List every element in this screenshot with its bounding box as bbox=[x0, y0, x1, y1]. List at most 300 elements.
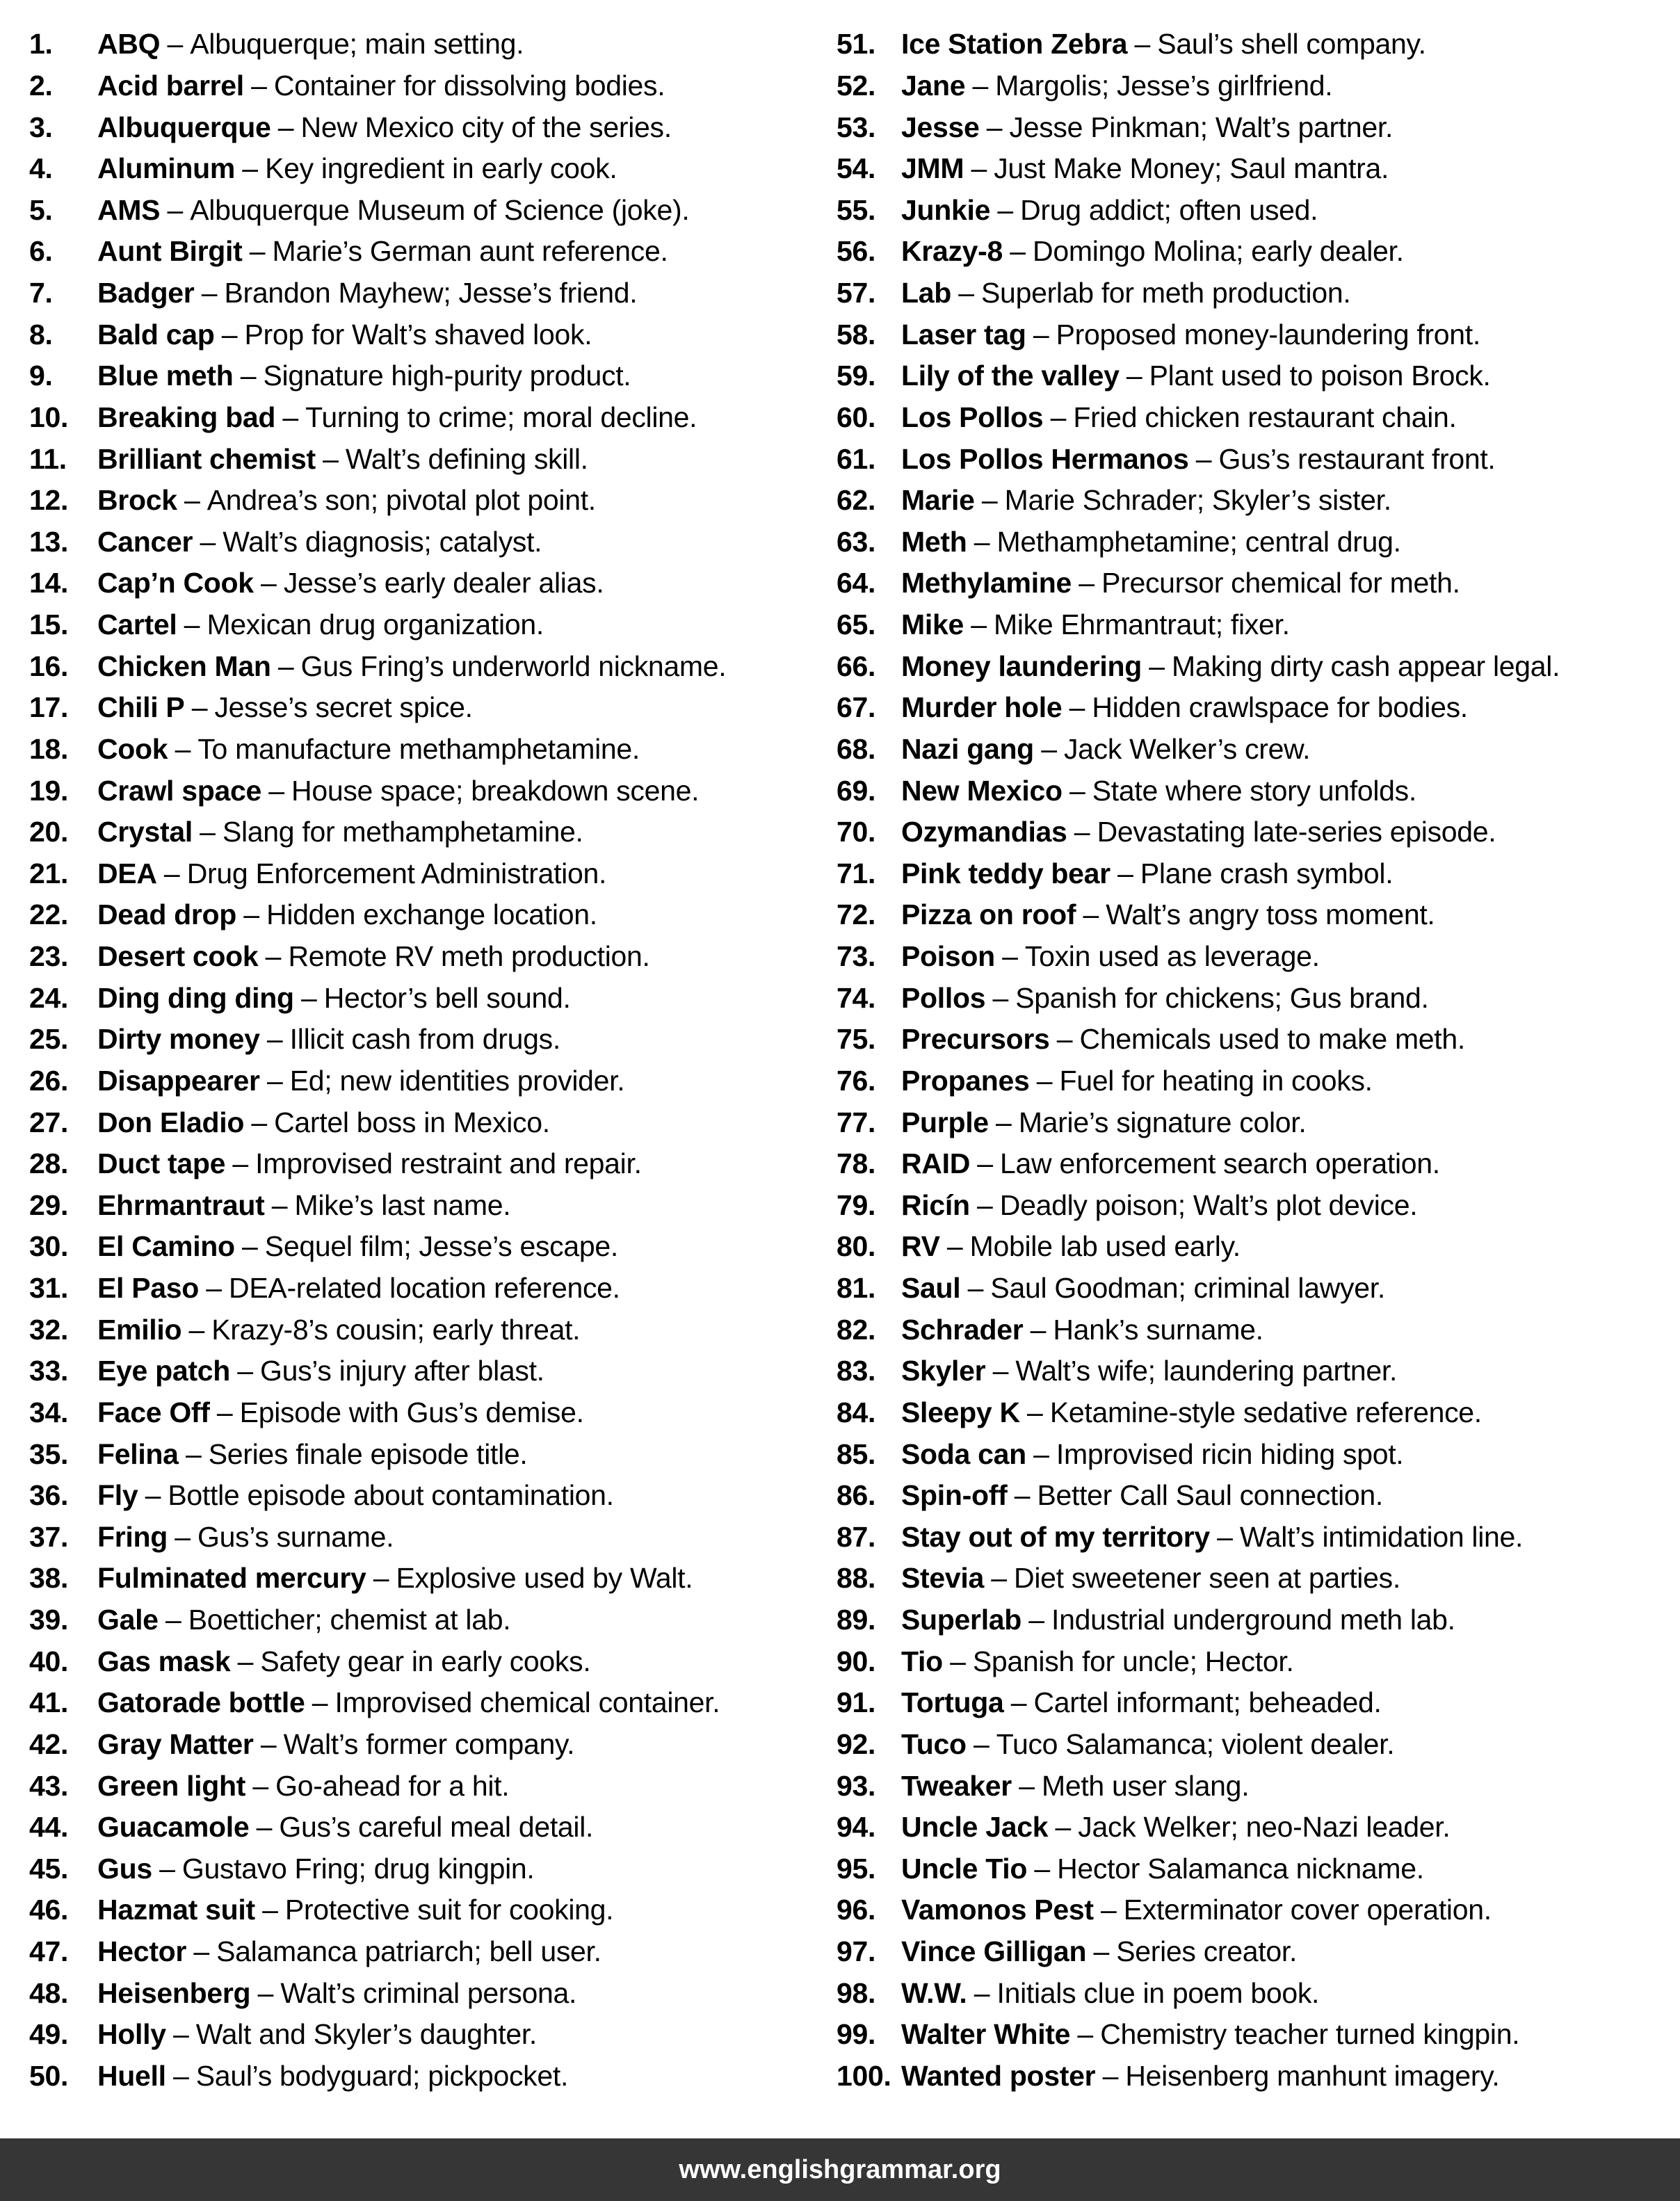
glossary-entry bbox=[29, 438, 829, 480]
entry-definition: Sequel film; Jesse’s escape. bbox=[264, 1230, 618, 1263]
entry-term: Badger bbox=[97, 277, 195, 309]
entry-term: Crystal bbox=[97, 816, 193, 848]
entry-term: Gas mask bbox=[97, 1645, 231, 1677]
entry-definition: Proposed money-laundering front. bbox=[1056, 318, 1480, 350]
entry-term: Albuquerque bbox=[97, 111, 271, 143]
glossary-entry bbox=[837, 1433, 1671, 1475]
entry-number: 27. bbox=[29, 1106, 69, 1138]
entry-number: 72. bbox=[837, 898, 876, 931]
entry-term: W.W. bbox=[901, 1976, 967, 2009]
entry-definition: Mike’s last name. bbox=[294, 1188, 511, 1221]
glossary-entry bbox=[837, 190, 1671, 232]
entry-separator: – bbox=[191, 691, 208, 724]
entry-definition: Safety gear in early cooks. bbox=[260, 1645, 591, 1677]
entry-number: 4. bbox=[29, 152, 53, 185]
entry-separator: – bbox=[971, 608, 987, 641]
entry-definition: To manufacture methamphetamine. bbox=[197, 732, 640, 765]
entry-term: Ehrmantraut bbox=[97, 1188, 265, 1221]
entry-separator: – bbox=[188, 1313, 204, 1346]
glossary-entry bbox=[29, 314, 829, 355]
entry-term: Hazmat suit bbox=[97, 1894, 255, 1926]
entry-number: 53. bbox=[837, 111, 876, 143]
entry-number: 30. bbox=[29, 1230, 69, 1263]
entry-definition: Gus Fring’s underworld nickname. bbox=[300, 650, 727, 682]
entry-definition: Series finale episode title. bbox=[208, 1437, 528, 1470]
entry-number: 1. bbox=[29, 28, 53, 61]
entry-separator: – bbox=[973, 1727, 990, 1760]
entry-definition: Saul Goodman; criminal lawyer. bbox=[990, 1272, 1385, 1305]
entry-separator: – bbox=[1083, 898, 1099, 931]
entry-separator: – bbox=[1069, 774, 1085, 807]
entry-definition: Law enforcement search operation. bbox=[1000, 1147, 1440, 1180]
entry-separator: – bbox=[1195, 442, 1212, 475]
entry-definition: Devastating late-series episode. bbox=[1097, 816, 1496, 848]
entry-definition: Making dirty cash appear legal. bbox=[1172, 650, 1560, 682]
entry-definition: Hidden crawlspace for bodies. bbox=[1092, 691, 1468, 724]
entry-definition: Turning to crime; moral decline. bbox=[305, 401, 697, 433]
entry-term: Felina bbox=[97, 1437, 179, 1470]
entry-definition: Marie’s signature color. bbox=[1018, 1106, 1307, 1138]
entry-term: Propanes bbox=[901, 1064, 1030, 1097]
entry-term: Pollos bbox=[901, 981, 986, 1014]
entry-number: 35. bbox=[29, 1437, 69, 1470]
entry-separator: – bbox=[991, 1562, 1007, 1595]
entry-separator: – bbox=[1030, 1313, 1047, 1346]
entry-term: Precursors bbox=[901, 1023, 1050, 1056]
entry-separator: – bbox=[1019, 1769, 1035, 1802]
entry-number: 36. bbox=[29, 1479, 69, 1512]
entry-definition: Cartel informant; beheaded. bbox=[1033, 1686, 1382, 1719]
entry-number: 91. bbox=[837, 1686, 876, 1719]
glossary-entry bbox=[29, 1061, 829, 1102]
entry-term: Saul bbox=[901, 1272, 961, 1305]
entry-number: 86. bbox=[837, 1479, 876, 1512]
entry-term: Gus bbox=[97, 1852, 152, 1885]
glossary-entry bbox=[837, 1517, 1671, 1558]
entry-term: Krazy-8 bbox=[901, 235, 1003, 268]
glossary-entry bbox=[29, 1807, 829, 1848]
glossary-entry bbox=[29, 563, 829, 604]
entry-separator: – bbox=[1093, 1935, 1109, 1968]
entry-separator: – bbox=[257, 1976, 274, 2009]
entry-term: Mike bbox=[901, 608, 964, 641]
entry-number: 29. bbox=[29, 1188, 69, 1221]
entry-number: 60. bbox=[837, 401, 876, 433]
entry-number: 62. bbox=[837, 484, 876, 517]
entry-separator: – bbox=[986, 111, 1003, 143]
entry-number: 3. bbox=[29, 111, 53, 143]
entry-term: Stay out of my territory bbox=[901, 1520, 1210, 1553]
glossary-entry bbox=[29, 1599, 829, 1641]
entry-definition: Salamanca patriarch; bell user. bbox=[216, 1935, 601, 1968]
entry-separator: – bbox=[950, 1645, 966, 1677]
glossary-entry bbox=[837, 770, 1671, 812]
entry-term: JMM bbox=[901, 152, 964, 185]
entry-definition: Cartel boss in Mexico. bbox=[274, 1106, 550, 1138]
entry-number: 43. bbox=[29, 1769, 69, 1802]
entry-number: 66. bbox=[837, 650, 876, 682]
entry-separator: – bbox=[1074, 816, 1090, 848]
entry-term: Hector bbox=[97, 1935, 187, 1968]
entry-definition: Illicit cash from drugs. bbox=[289, 1023, 560, 1056]
glossary-entry bbox=[29, 894, 829, 936]
glossary-entry bbox=[837, 1061, 1671, 1102]
glossary-entry bbox=[29, 1848, 829, 1890]
entry-number: 24. bbox=[29, 981, 69, 1014]
entry-definition: Mexican drug organization. bbox=[207, 608, 544, 641]
entry-definition: Walt’s intimidation line. bbox=[1239, 1520, 1524, 1553]
glossary-entry bbox=[837, 812, 1671, 853]
entry-term: New Mexico bbox=[901, 774, 1063, 807]
entry-definition: Exterminator cover operation. bbox=[1123, 1894, 1492, 1926]
entry-number: 90. bbox=[837, 1645, 876, 1677]
entry-term: Bald cap bbox=[97, 318, 215, 350]
entry-definition: Series creator. bbox=[1116, 1935, 1298, 1968]
entry-definition: Chemicals used to make meth. bbox=[1079, 1023, 1465, 1056]
entry-separator: – bbox=[251, 1106, 267, 1138]
entry-number: 52. bbox=[837, 69, 876, 102]
entry-term: Gale bbox=[97, 1604, 159, 1636]
entry-separator: – bbox=[184, 484, 200, 517]
glossary-entry bbox=[837, 1185, 1671, 1227]
entry-term: Poison bbox=[901, 940, 995, 973]
glossary-entry bbox=[837, 2056, 1671, 2097]
entry-separator: – bbox=[946, 1230, 963, 1263]
entry-separator: – bbox=[1102, 2059, 1119, 2092]
glossary-entry bbox=[29, 770, 829, 812]
glossary-entry bbox=[837, 1392, 1671, 1434]
entry-definition: Improvised ricin hiding spot. bbox=[1056, 1437, 1404, 1470]
glossary-entry bbox=[29, 1185, 829, 1227]
entry-definition: Remote RV meth production. bbox=[288, 940, 650, 973]
entry-definition: Walt and Skyler’s daughter. bbox=[195, 2018, 538, 2051]
glossary-entry bbox=[29, 148, 829, 190]
entry-definition: Albuquerque; main setting. bbox=[190, 28, 524, 61]
entry-term: Lab bbox=[901, 277, 951, 309]
entry-separator: – bbox=[1034, 1852, 1050, 1885]
entry-definition: Spanish for uncle; Hector. bbox=[972, 1645, 1294, 1677]
entry-number: 37. bbox=[29, 1520, 69, 1553]
entry-number: 6. bbox=[29, 235, 53, 268]
entry-definition: Better Call Saul connection. bbox=[1037, 1479, 1384, 1512]
entry-number: 64. bbox=[837, 567, 876, 599]
entry-term: Chicken Man bbox=[97, 650, 271, 682]
entry-number: 92. bbox=[837, 1727, 876, 1760]
entry-term: Stevia bbox=[901, 1562, 984, 1595]
glossary-entry bbox=[837, 1972, 1671, 2014]
entry-definition: Margolis; Jesse’s girlfriend. bbox=[995, 69, 1333, 102]
entry-term: Fring bbox=[97, 1520, 168, 1553]
entry-number: 57. bbox=[837, 277, 876, 309]
entry-term: Lily of the valley bbox=[901, 360, 1120, 392]
glossary-column-left bbox=[29, 24, 829, 2097]
entry-number: 40. bbox=[29, 1645, 69, 1677]
entry-number: 31. bbox=[29, 1272, 69, 1305]
glossary-entry bbox=[29, 1351, 829, 1392]
entry-definition: Plant used to poison Brock. bbox=[1149, 360, 1491, 392]
glossary-entry bbox=[837, 106, 1671, 148]
glossary-entry bbox=[837, 563, 1671, 604]
entry-separator: – bbox=[200, 525, 216, 558]
entry-number: 5. bbox=[29, 193, 53, 226]
entry-definition: Mike Ehrmantraut; fixer. bbox=[993, 608, 1290, 641]
glossary-entry bbox=[837, 480, 1671, 522]
entry-separator: – bbox=[260, 1727, 277, 1760]
entry-number: 83. bbox=[837, 1355, 876, 1387]
entry-number: 45. bbox=[29, 1852, 69, 1885]
entry-term: Cartel bbox=[97, 608, 177, 641]
entry-term: Chili P bbox=[97, 691, 185, 724]
entry-separator: – bbox=[1217, 1520, 1233, 1553]
entry-separator: – bbox=[1134, 28, 1151, 61]
entry-definition: Walt’s angry toss moment. bbox=[1106, 898, 1435, 931]
entry-term: Superlab bbox=[901, 1604, 1022, 1636]
entry-separator: – bbox=[1014, 1479, 1031, 1512]
entry-term: Sleepy K bbox=[901, 1396, 1020, 1428]
entry-definition: Diet sweetener seen at parties. bbox=[1014, 1562, 1400, 1595]
entry-number: 19. bbox=[29, 774, 69, 807]
glossary-entry bbox=[837, 1019, 1671, 1061]
entry-separator: – bbox=[972, 69, 989, 102]
entry-definition: Superlab for meth production. bbox=[981, 277, 1351, 309]
entry-separator: – bbox=[256, 1811, 273, 1844]
glossary-entry bbox=[29, 1558, 829, 1599]
entry-number: 9. bbox=[29, 360, 53, 392]
entry-separator: – bbox=[240, 360, 257, 392]
entry-term: Gatorade bottle bbox=[97, 1686, 305, 1719]
glossary-entry bbox=[29, 522, 829, 563]
entry-term: Holly bbox=[97, 2018, 166, 2051]
entry-separator: – bbox=[323, 442, 339, 475]
entry-definition: Krazy-8’s cousin; early threat. bbox=[211, 1313, 581, 1346]
entry-term: RAID bbox=[901, 1147, 971, 1180]
entry-term: Tortuga bbox=[901, 1686, 1004, 1719]
entry-separator: – bbox=[996, 1106, 1012, 1138]
entry-number: 18. bbox=[29, 732, 69, 765]
glossary-entry bbox=[29, 812, 829, 853]
entry-term: Tuco bbox=[901, 1727, 967, 1760]
entry-definition: Saul’s shell company. bbox=[1157, 28, 1426, 61]
entry-separator: – bbox=[1002, 940, 1018, 973]
entry-term: Skyler bbox=[901, 1355, 986, 1387]
entry-definition: Jack Welker; neo-Nazi leader. bbox=[1078, 1811, 1451, 1844]
entry-definition: Key ingredient in early cook. bbox=[265, 152, 617, 185]
entry-term: Gray Matter bbox=[97, 1727, 254, 1760]
glossary-entry bbox=[29, 231, 829, 273]
entry-number: 77. bbox=[837, 1106, 876, 1138]
glossary-entry bbox=[29, 1309, 829, 1351]
entry-number: 63. bbox=[837, 525, 876, 558]
glossary-entry bbox=[29, 1640, 829, 1682]
entry-separator: – bbox=[251, 69, 267, 102]
entry-separator: – bbox=[242, 152, 258, 185]
entry-definition: Signature high-purity product. bbox=[263, 360, 631, 392]
entry-separator: – bbox=[266, 1064, 283, 1097]
entry-term: Schrader bbox=[901, 1313, 1024, 1346]
entry-separator: – bbox=[159, 1852, 175, 1885]
glossary-entry bbox=[837, 148, 1671, 190]
entry-term: Fulminated mercury bbox=[97, 1562, 366, 1595]
entry-number: 84. bbox=[837, 1396, 876, 1428]
entry-term: Uncle Jack bbox=[901, 1811, 1049, 1844]
glossary-entry bbox=[837, 273, 1671, 314]
entry-definition: Boetticher; chemist at lab. bbox=[188, 1604, 511, 1636]
entry-separator: – bbox=[232, 1147, 248, 1180]
entry-number: 71. bbox=[837, 857, 876, 889]
entry-separator: – bbox=[1055, 1811, 1072, 1844]
entry-definition: State where story unfolds. bbox=[1092, 774, 1416, 807]
entry-number: 14. bbox=[29, 567, 69, 599]
glossary-entry bbox=[837, 1807, 1671, 1848]
entry-term: Don Eladio bbox=[97, 1106, 245, 1138]
glossary-entry bbox=[29, 853, 829, 895]
entry-separator: – bbox=[277, 650, 294, 682]
glossary-entry bbox=[29, 1143, 829, 1185]
entry-number: 23. bbox=[29, 940, 69, 973]
glossary-entry bbox=[29, 190, 829, 232]
entry-term: Brilliant chemist bbox=[97, 442, 316, 475]
entry-definition: Jack Welker’s crew. bbox=[1063, 732, 1311, 765]
entry-number: 47. bbox=[29, 1935, 69, 1968]
entry-separator: – bbox=[206, 1272, 222, 1305]
entry-term: Money laundering bbox=[901, 650, 1142, 682]
entry-term: Nazi gang bbox=[901, 732, 1034, 765]
entry-term: Guacamole bbox=[97, 1811, 250, 1844]
glossary-entry bbox=[29, 1889, 829, 1931]
glossary-entry bbox=[837, 1558, 1671, 1599]
glossary-entry bbox=[29, 977, 829, 1019]
glossary-entry bbox=[837, 1765, 1671, 1807]
entry-number: 89. bbox=[837, 1604, 876, 1636]
glossary-entry bbox=[29, 936, 829, 978]
entry-definition: Hector Salamanca nickname. bbox=[1057, 1852, 1424, 1885]
entry-term: El Camino bbox=[97, 1230, 235, 1263]
entry-number: 100. bbox=[837, 2059, 891, 2092]
entry-definition: Plane crash symbol. bbox=[1140, 857, 1394, 889]
entry-definition: Bottle episode about contamination. bbox=[168, 1479, 614, 1512]
entry-definition: Gus’s injury after blast. bbox=[260, 1355, 544, 1387]
entry-definition: House space; breakdown scene. bbox=[291, 774, 700, 807]
entry-term: Junkie bbox=[901, 193, 991, 226]
entry-separator: – bbox=[1079, 567, 1095, 599]
entry-definition: Gus’s careful meal detail. bbox=[279, 1811, 594, 1844]
entry-term: Cook bbox=[97, 732, 168, 765]
entry-number: 99. bbox=[837, 2018, 876, 2051]
entry-definition: Drug Enforcement Administration. bbox=[186, 857, 607, 889]
entry-term: Uncle Tio bbox=[901, 1852, 1028, 1885]
entry-term: Face Off bbox=[97, 1396, 210, 1428]
entry-number: 39. bbox=[29, 1604, 69, 1636]
glossary-entry bbox=[29, 397, 829, 439]
entry-separator: – bbox=[200, 816, 216, 848]
glossary-entry bbox=[837, 894, 1671, 936]
entry-separator: – bbox=[300, 981, 317, 1014]
entry-separator: – bbox=[1028, 1604, 1044, 1636]
entry-number: 28. bbox=[29, 1147, 69, 1180]
entry-number: 26. bbox=[29, 1064, 69, 1097]
entry-separator: – bbox=[242, 1230, 258, 1263]
entry-separator: – bbox=[243, 898, 259, 931]
entry-term: Desert cook bbox=[97, 940, 259, 973]
entry-definition: Walt’s diagnosis; catalyst. bbox=[223, 525, 542, 558]
entry-number: 82. bbox=[837, 1313, 876, 1346]
entry-definition: Gus’s restaurant front. bbox=[1218, 442, 1496, 475]
entry-definition: Prop for Walt’s shaved look. bbox=[244, 318, 592, 350]
entry-number: 38. bbox=[29, 1562, 69, 1595]
glossary-entry bbox=[837, 1309, 1671, 1351]
entry-separator: – bbox=[165, 1604, 181, 1636]
entry-separator: – bbox=[1100, 1894, 1117, 1926]
entry-separator: – bbox=[268, 774, 284, 807]
entry-term: Huell bbox=[97, 2059, 166, 2092]
glossary-entry bbox=[837, 1599, 1671, 1641]
glossary-entry bbox=[837, 1889, 1671, 1931]
entry-definition: Spanish for chickens; Gus brand. bbox=[1015, 981, 1429, 1014]
entry-number: 74. bbox=[837, 981, 876, 1014]
glossary-entry bbox=[837, 1682, 1671, 1724]
entry-term: Cancer bbox=[97, 525, 193, 558]
glossary-entry bbox=[29, 1765, 829, 1807]
entry-term: Tweaker bbox=[901, 1769, 1012, 1802]
entry-number: 33. bbox=[29, 1355, 69, 1387]
entry-definition: Brandon Mayhew; Jesse’s friend. bbox=[224, 277, 638, 309]
entry-definition: Industrial underground meth lab. bbox=[1051, 1604, 1455, 1636]
entry-definition: Just Make Money; Saul mantra. bbox=[994, 152, 1389, 185]
entry-number: 41. bbox=[29, 1686, 69, 1719]
entry-number: 65. bbox=[837, 608, 876, 641]
glossary-entry bbox=[29, 1682, 829, 1724]
entry-definition: Walt’s criminal persona. bbox=[280, 1976, 577, 2009]
glossary-entry bbox=[837, 2014, 1671, 2056]
entry-number: 44. bbox=[29, 1811, 69, 1844]
entry-number: 13. bbox=[29, 525, 69, 558]
glossary-entry bbox=[29, 24, 829, 65]
glossary-entry bbox=[29, 2056, 829, 2097]
entry-separator: – bbox=[1033, 1437, 1049, 1470]
entry-term: AMS bbox=[97, 193, 161, 226]
entry-separator: – bbox=[1036, 1064, 1053, 1097]
entry-number: 87. bbox=[837, 1520, 876, 1553]
entry-term: Brock bbox=[97, 484, 177, 517]
entry-term: Cap’n Cook bbox=[97, 567, 254, 599]
entry-term: Aluminum bbox=[97, 152, 236, 185]
glossary-entry bbox=[837, 1268, 1671, 1309]
entry-definition: Toxin used as leverage. bbox=[1024, 940, 1320, 973]
glossary-entry bbox=[837, 397, 1671, 439]
entry-number: 42. bbox=[29, 1727, 69, 1760]
footer-website-link[interactable]: www.englishgrammar.org bbox=[679, 2154, 1001, 2184]
entry-separator: – bbox=[1126, 360, 1142, 392]
entry-separator: – bbox=[997, 193, 1013, 226]
entry-term: Dirty money bbox=[97, 1023, 260, 1056]
entry-definition: Walt’s defining skill. bbox=[345, 442, 588, 475]
entry-separator: – bbox=[184, 608, 200, 641]
entry-term: Emilio bbox=[97, 1313, 182, 1346]
entry-definition: Protective suit for cooking. bbox=[284, 1894, 614, 1926]
entry-separator: – bbox=[167, 28, 183, 61]
entry-separator: – bbox=[958, 277, 974, 309]
entry-number: 7. bbox=[29, 277, 53, 309]
entry-separator: – bbox=[173, 2018, 189, 2051]
entry-term: Vince Gilligan bbox=[901, 1935, 1087, 1968]
entry-term: El Paso bbox=[97, 1272, 200, 1305]
glossary-entry bbox=[837, 438, 1671, 480]
entry-number: 80. bbox=[837, 1230, 876, 1263]
entry-term: Eye patch bbox=[97, 1355, 230, 1387]
entry-number: 75. bbox=[837, 1023, 876, 1056]
entry-term: Breaking bad bbox=[97, 401, 276, 433]
glossary-entry bbox=[837, 1640, 1671, 1682]
